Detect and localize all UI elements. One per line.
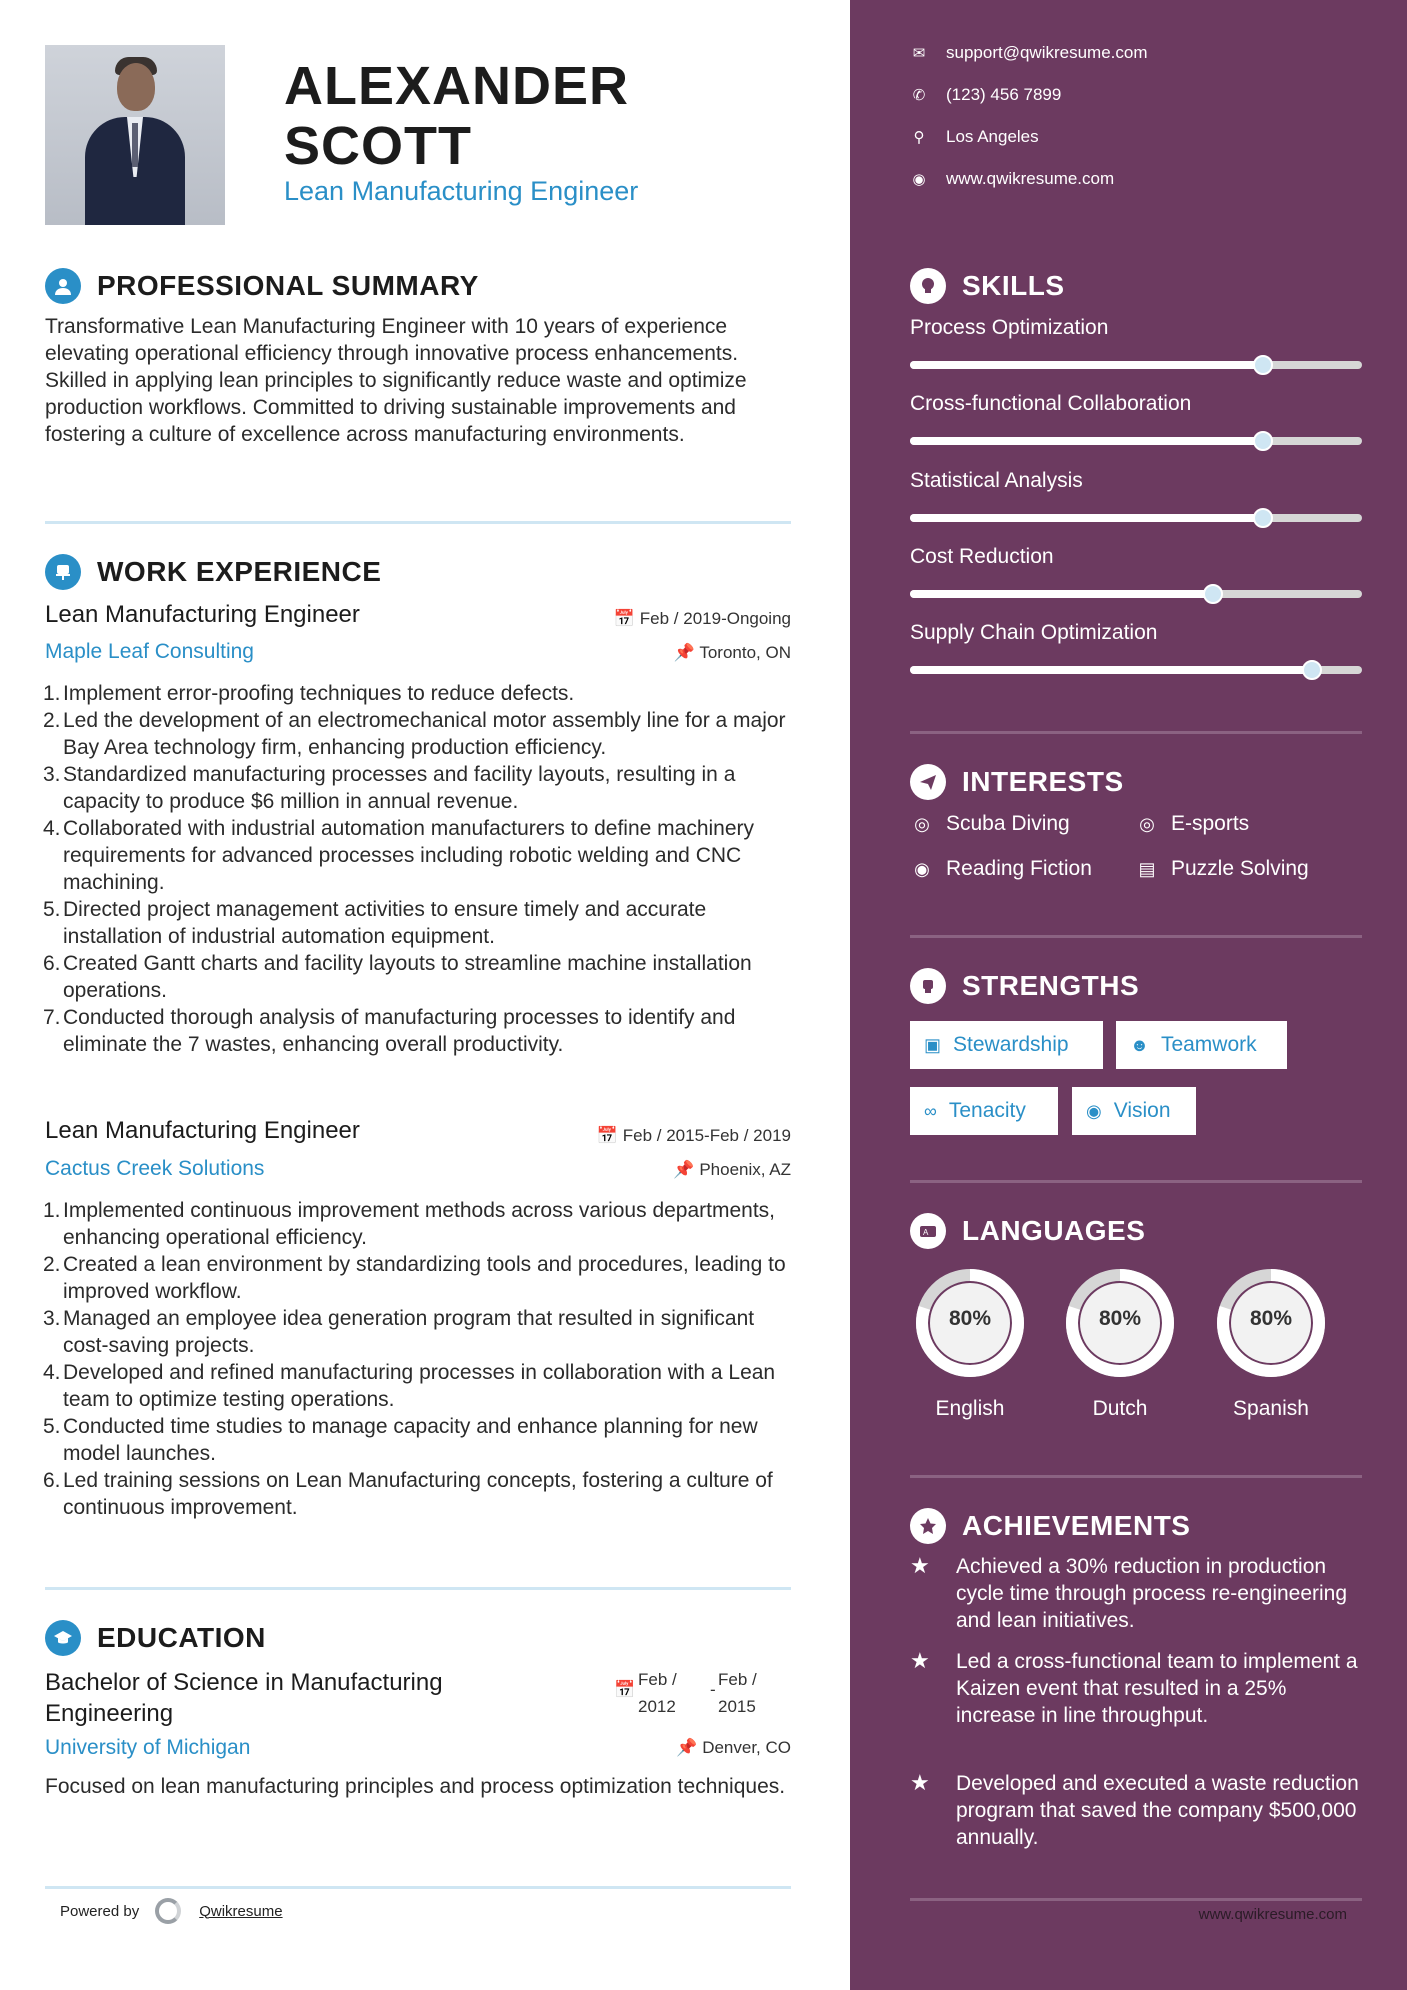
section-divider — [910, 1898, 1362, 1901]
strength-badge: ☻ Teamwork — [1116, 1021, 1287, 1069]
first-name: ALEXANDER — [284, 56, 630, 116]
summary-title: PROFESSIONAL SUMMARY — [97, 270, 479, 301]
list-item: 2. Led the development of an electromechanical motor assembly line for a major Bay Area technology firm, enhancing production efficiency. — [43, 709, 786, 759]
link-icon: ∞ — [924, 1100, 937, 1121]
skill-name: Cost Reduction — [910, 545, 1054, 568]
skill-bar — [910, 361, 1362, 369]
list-item: 2. Created a lean environment by standardizing tools and procedures, leading to improved workflow. — [43, 1253, 786, 1303]
summary-text: Transformative Lean Manufacturing Engineer with 10 years of experience elevating operational efficiency through innovative process enhancements. Skilled in applying lean principles to significantly reduce waste and optimize production workflows. Committed to driving sustainable improvements and fostering a culture of excellence across manufacturing environments. — [45, 315, 747, 446]
list-item: 7. Conducted thorough analysis of manufacturing processes to identify and eliminate the 7 wastes, enhancing overall productivity. — [43, 1006, 736, 1056]
school-name: University of Michigan — [45, 1736, 251, 1759]
section-divider — [910, 935, 1362, 938]
star-badge-icon — [910, 1508, 946, 1544]
education-dates — [614, 1666, 794, 1716]
lightbulb-icon — [910, 268, 946, 304]
skill-bar-fill — [910, 437, 1263, 445]
briefcase-chair-icon — [45, 554, 81, 590]
achievement-item: ★ Achieved a 30% reduction in production cycle time through process re-engineering and lean initiatives. — [910, 1553, 1348, 1632]
star-icon: ★ — [910, 1770, 930, 1795]
school-location: 📌 Denver, CO — [676, 1738, 791, 1757]
skill-bar-knob — [1302, 660, 1322, 680]
skill-bar — [910, 590, 1362, 598]
pin-icon: 📌 — [676, 1738, 698, 1757]
interest-item: ◎ Scuba Diving — [910, 812, 1070, 836]
skills-heading — [910, 268, 1065, 304]
language-item — [1060, 1263, 1180, 1421]
last-name: SCOTT — [284, 116, 472, 176]
skill-bar-fill — [910, 361, 1263, 369]
list-item: 1. Implemented continuous improvement methods across various departments, enhancing operational efficiency. — [43, 1199, 776, 1249]
footer-website[interactable]: www.qwikresume.com — [1198, 1906, 1347, 1923]
powered-by-footer — [60, 1898, 283, 1924]
language-percent: 80% — [1249, 1307, 1293, 1330]
skill-bar-knob — [1253, 508, 1273, 528]
language-name: English — [935, 1397, 1005, 1420]
skill-bar-fill — [910, 514, 1263, 522]
contact-location: ⚲ Los Angeles — [910, 127, 1039, 147]
language-percent: 80% — [948, 1307, 992, 1330]
language-name: Dutch — [1092, 1397, 1148, 1420]
strength-badge: ◉ Vision — [1072, 1087, 1196, 1135]
section-divider — [910, 1475, 1362, 1478]
binoculars-icon: ◉ — [1086, 1100, 1102, 1121]
qwikresume-logo-icon — [155, 1898, 181, 1924]
profile-photo — [45, 45, 225, 225]
contact-website[interactable]: ◉ www.qwikresume.com — [910, 169, 1114, 189]
section-divider — [910, 1180, 1362, 1183]
education-title: EDUCATION — [97, 1622, 266, 1653]
list-item: 6. Created Gantt charts and facility layouts to streamline machine installation operations. — [43, 952, 752, 1002]
languages-heading — [910, 1213, 1145, 1249]
end-date: Feb / 2015 — [718, 1670, 757, 1716]
briefcase-icon: ▣ — [924, 1034, 942, 1055]
calendar-icon: 📅 — [596, 1126, 619, 1145]
skill-name: Statistical Analysis — [910, 469, 1083, 492]
powered-by-label: Powered by — [60, 1902, 140, 1920]
users-icon: ☻ — [1130, 1034, 1149, 1055]
skill-bar-knob — [1203, 584, 1223, 604]
contact-email[interactable]: ✉ support@qwikresume.com — [910, 43, 1148, 63]
job-location: 📌 Toronto, ON — [673, 643, 791, 662]
experience-heading — [45, 554, 381, 590]
interests-heading — [910, 764, 1124, 800]
list-item: 4. Collaborated with industrial automation manufacturers to define machinery requirements for advanced processes including robotic welding and CNC machining. — [43, 817, 755, 894]
calendar-icon: 📅 — [613, 609, 636, 628]
qwikresume-link[interactable]: Qwikresume — [199, 1902, 283, 1920]
languages-title: LANGUAGES — [962, 1215, 1146, 1246]
start-date: Feb / 2012 — [638, 1670, 677, 1716]
achievement-item: ★ Led a cross-functional team to implement a Kaizen event that resulted in a 25% increase in line throughput. — [910, 1648, 1358, 1727]
job-title: Lean Manufacturing Engineer — [45, 1117, 360, 1144]
star-icon: ★ — [910, 1553, 930, 1578]
globe-icon: ◉ — [912, 171, 926, 188]
skill-name: Cross-functional Collaboration — [910, 392, 1192, 415]
job-company: Maple Leaf Consulting — [45, 640, 254, 663]
language-name: Spanish — [1233, 1397, 1309, 1420]
language-item — [910, 1263, 1030, 1421]
phone-icon: ✆ — [912, 87, 926, 104]
job-location: 📌 Phoenix, AZ — [673, 1160, 791, 1179]
language-percent: 80% — [1098, 1307, 1142, 1330]
job-bullets — [45, 680, 795, 1058]
skill-bar — [910, 666, 1362, 674]
date-separator: - — [710, 1680, 716, 1699]
section-divider — [45, 1587, 791, 1590]
interests-title: INTERESTS — [962, 766, 1124, 797]
job-date: 📅 Feb / 2019-Ongoing — [613, 609, 791, 628]
list-item: 6. Led training sessions on Lean Manufacturing concepts, fostering a culture of continuous improvement. — [43, 1469, 773, 1519]
summary-heading — [45, 268, 479, 304]
strength-badge: ▣ Stewardship — [910, 1021, 1103, 1069]
skills-title: SKILLS — [962, 270, 1065, 301]
lifebuoy-icon: ◎ — [914, 813, 930, 834]
section-divider — [910, 731, 1362, 734]
list-item: 5. Conducted time studies to manage capacity and enhance planning for new model launches. — [43, 1415, 758, 1465]
skill-name: Supply Chain Optimization — [910, 621, 1158, 644]
gamepad-icon: ◉ — [914, 858, 930, 879]
envelope-icon: ✉ — [912, 45, 926, 62]
user-icon — [45, 268, 81, 304]
candidate-name — [284, 56, 804, 176]
strength-badge: ∞ Tenacity — [910, 1087, 1058, 1135]
strengths-heading — [910, 968, 1139, 1004]
education-description: Focused on lean manufacturing principles and process optimization techniques. — [45, 1775, 786, 1798]
strengths-title: STRENGTHS — [962, 970, 1140, 1001]
list-item: 1. Implement error-proofing techniques to reduce defects. — [43, 682, 575, 705]
job-company: Cactus Creek Solutions — [45, 1157, 265, 1180]
lifebuoy-icon: ◎ — [1139, 813, 1155, 834]
sidebar — [850, 0, 1407, 1990]
star-icon: ★ — [910, 1648, 930, 1673]
pin-icon: 📌 — [673, 1160, 695, 1179]
list-item: 5. Directed project management activities to ensure timely and accurate installation of industrial automation equipment. — [43, 898, 707, 948]
interest-item: ◎ E-sports — [1135, 812, 1249, 836]
graduation-icon — [45, 1620, 81, 1656]
translate-icon — [910, 1213, 946, 1249]
achievements-heading — [910, 1508, 1190, 1544]
calendar-icon: 📅 — [614, 1680, 636, 1699]
paper-plane-icon — [910, 764, 946, 800]
contact-phone: ✆ (123) 456 7899 — [910, 85, 1061, 105]
list-item: 3. Managed an employee idea generation program that resulted in significant cost-saving projects. — [43, 1307, 755, 1357]
list-item: 3. Standardized manufacturing processes and facility layouts, resulting in a capacity to produce $6 million in annual revenue. — [43, 763, 736, 813]
job-date: 📅 Feb / 2015-Feb / 2019 — [596, 1126, 791, 1145]
book-icon: ▤ — [1138, 858, 1156, 879]
skill-bar-knob — [1253, 431, 1273, 451]
skill-bar-fill — [910, 590, 1213, 598]
section-divider — [45, 1886, 791, 1889]
interest-item: ▤ Puzzle Solving — [1135, 857, 1309, 881]
interest-item: ◉ Reading Fiction — [910, 857, 1092, 881]
skill-name: Process Optimization — [910, 316, 1109, 339]
fist-icon — [910, 968, 946, 1004]
job-bullets — [45, 1197, 795, 1521]
pin-icon: 📌 — [673, 643, 695, 662]
candidate-role: Lean Manufacturing Engineer — [284, 176, 639, 206]
experience-title: WORK EXPERIENCE — [97, 556, 382, 587]
svg-text:A: A — [923, 1228, 929, 1237]
skill-bar-knob — [1253, 355, 1273, 375]
achievement-item: ★ Developed and executed a waste reduction program that saved the company $500,000 annually. — [910, 1770, 1359, 1849]
skill-bar-fill — [910, 666, 1312, 674]
section-divider — [45, 521, 791, 524]
degree-title: Bachelor of Science in Manufacturing Engineering — [45, 1669, 443, 1727]
education-heading — [45, 1620, 266, 1656]
job-title: Lean Manufacturing Engineer — [45, 601, 360, 628]
list-item: 4. Developed and refined manufacturing processes in collaboration with a Lean team to optimize testing operations. — [43, 1361, 776, 1411]
language-item — [1211, 1263, 1331, 1421]
skill-bar — [910, 437, 1362, 445]
skill-bar — [910, 514, 1362, 522]
location-pin-icon: ⚲ — [913, 129, 925, 146]
achievements-title: ACHIEVEMENTS — [962, 1510, 1191, 1541]
